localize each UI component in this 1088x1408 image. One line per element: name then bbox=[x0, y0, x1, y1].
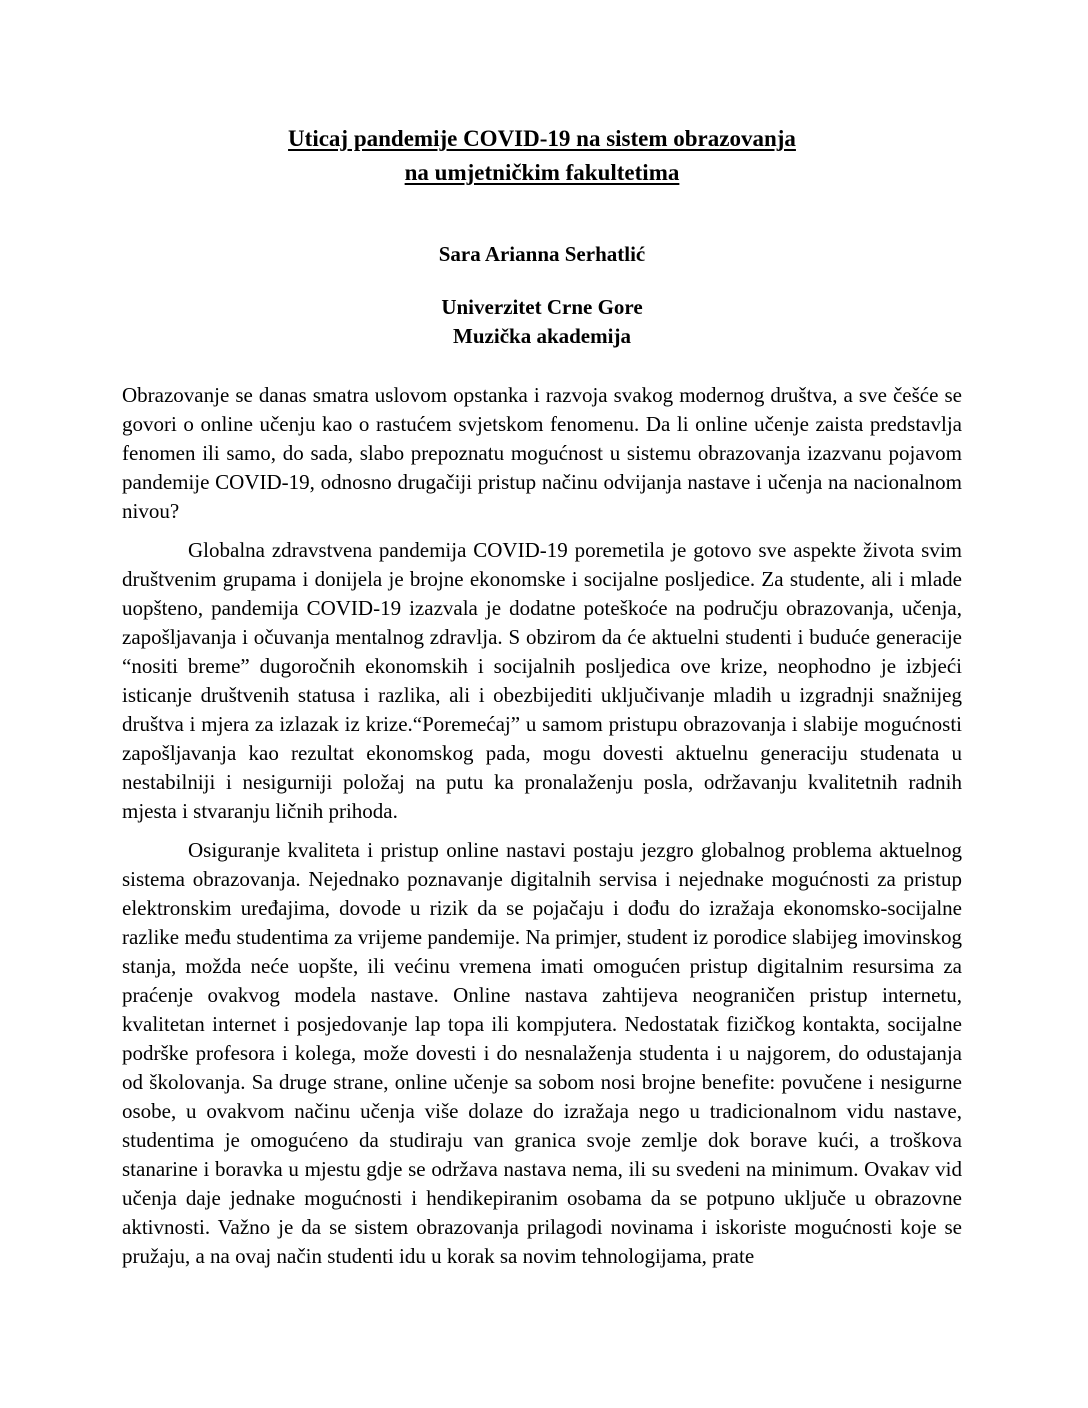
affiliation-university: Univerzitet Crne Gore bbox=[441, 295, 643, 319]
paper-title bbox=[122, 122, 962, 190]
paragraph-online-learning: Osiguranje kvaliteta i pristup online nastavi postaju jezgro globalnog problema aktuelnog sistema obrazovanja. Nejednako poznavanje digitalnih servisa i nejednake mogućnosti za pristup elektronskim uređajima, dovode u rizik da se pojačaju i dođu do izražaja ekonomsko-socijalne razlike među studentima za vrijeme pandemije. Na primjer, student iz porodice slabijeg imovinskog stanja, možda neće uopšte, ili većinu vremena imati omogućen pristup digitalnim resursima za praćenje ovakvog modela nastave. Online nastava zahtijeva neograničen pristup internetu, kvalitetan internet i posjedovanje lap topa ili kompjutera. Nedostatak fizičkog kontakta, socijalne podrške profesora i kolega, može dovesti i do nesnalaženja studenta i u najgorem, do odustajanja od školovanja. Sa druge strane, online učenje sa sobom nosi brojne benefite: povučene i nesigurne osobe, u ovakvom načinu učenja više dolaze do izražaja nego u tradicionalnom vidu nastave, studentima je omogućeno da studiraju van granica svoje zemlje dok borave kući, a troškova stanarine i boravka u mjestu gdje se održava nastava nema, ili su svedeni na minimum. Ovakav vid učenja daje jednake mogućnosti i hendikepiranim osobama da se potpuno uključe u obrazovne aktivnosti. Važno je da se sistem obrazovanja prilagodi novinama i iskoriste mogućnosti koje se pružaju, a na ovaj način studenti idu u korak sa novim tehnologijama, prate bbox=[122, 838, 962, 1268]
paper-title-line1: Uticaj pandemije COVID-19 na sistem obrazovanja bbox=[288, 126, 796, 151]
author-name: Sara Arianna Serhatlić bbox=[438, 242, 646, 266]
paragraph-pandemic-impact: Globalna zdravstvena pandemija COVID-19 poremetila je gotovo sve aspekte života svim društvenim grupama i donijela je brojne ekonomske i socijalne posljedice. Za studente, ali i mlade uopšteno, pandemija COVID-19 izazvala je dodatne poteškoće na području obrazovanja, učenja, zapošljavanja i očuvanja mentalnog zdravlja. S obzirom da će aktuelni studenti i buduće generacije “nositi breme” dugoročnih ekonomskih i socijalnih posljedica ove krize, neophodno je izbjeći isticanje društvenih statusa i razlika, ali i obezbijediti uključivanje mladih u izgradnji snažnijeg društva i mjera za izlazak iz krize.“Poremećaj” u samom pristupu obrazovanja i slabije mogućnosti zapošljavanja kao rezultat ekonomskog pada, mogu dovesti aktuelnu generaciju studenata u nestabilniji i nesigurniji položaj na putu ka pronalaženju posla, održavanju kvalitetnih radnih mjesta i stvaranju ličnih prihoda. bbox=[122, 538, 962, 823]
paper-body bbox=[122, 381, 962, 1271]
paragraph-intro: Obrazovanje se danas smatra uslovom opstanka i razvoja svakog modernog društva, a sve češće se govori o online učenju kao o rastućem svjetskom fenomenu. Da li online učenje zaista predstavlja fenomen ili samo, do sada, slabo prepoznatu mogućnost u sistemu obrazovanja izazvanu pojavom pandemije COVID-19, odnosno drugačiji pristup načinu odvijanja nastave i učenja na nacionalnom nivou? bbox=[122, 383, 962, 523]
affiliation bbox=[122, 293, 962, 351]
affiliation-academy: Muzička akademija bbox=[453, 324, 631, 348]
paper-title-line2: na umjetničkim fakultetima bbox=[404, 160, 680, 185]
